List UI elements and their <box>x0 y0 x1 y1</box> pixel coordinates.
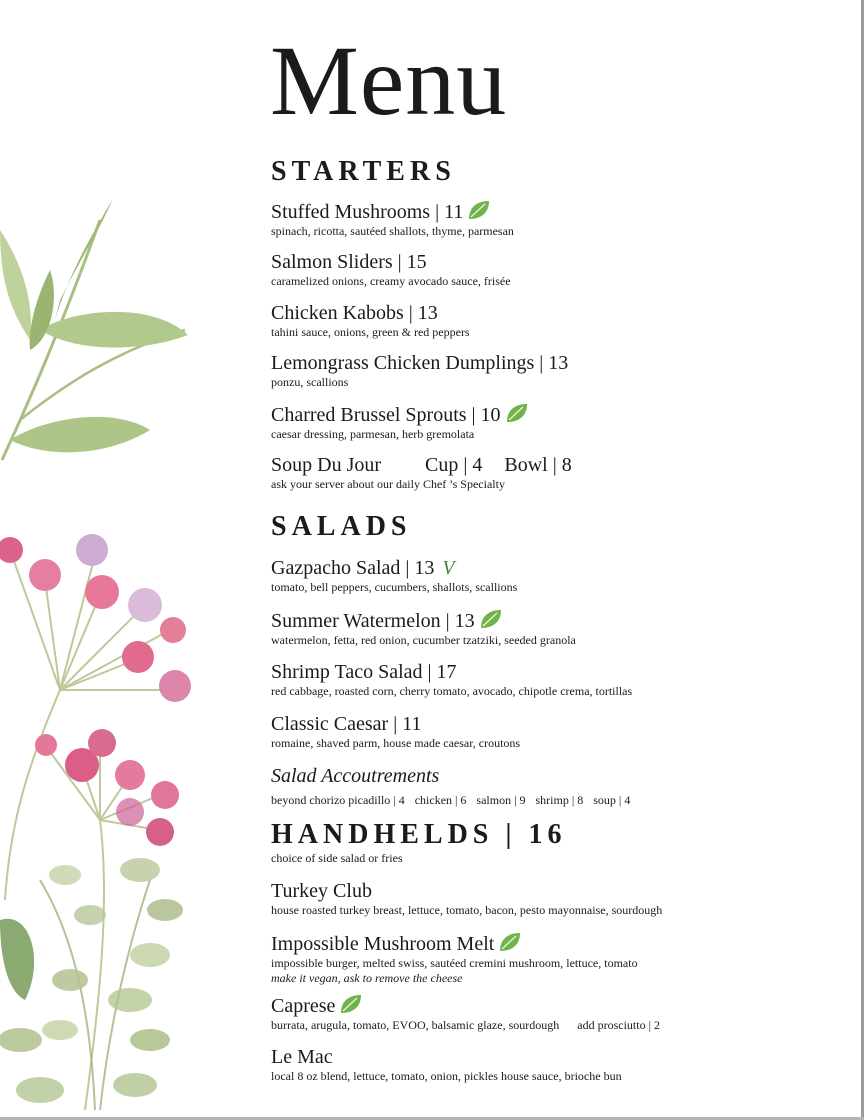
leaf-icon <box>505 402 529 424</box>
pink-flower-cluster <box>0 534 191 1110</box>
menu-item <box>271 301 851 340</box>
menu-item <box>271 712 851 751</box>
item-name: Summer Watermelon | 13 <box>271 610 475 632</box>
menu-item <box>271 1045 851 1084</box>
item-name: Soup Du Jour <box>271 454 382 476</box>
menu-item <box>271 993 851 1033</box>
item-name: Salmon Sliders | 15 <box>271 251 427 273</box>
accoutrement-option: chicken | 6 <box>414 793 467 807</box>
item-name: Impossible Mushroom Melt <box>271 933 495 955</box>
leaf-icon <box>479 608 503 630</box>
leaf-icon <box>339 993 363 1015</box>
menu-item <box>271 660 851 699</box>
item-description: ask your server about our daily Chef ’s Specialty <box>271 477 505 491</box>
item-description: caramelized onions, creamy avocado sauce, frisée <box>271 274 511 288</box>
accoutrements <box>271 764 851 808</box>
item-description: romaine, shaved parm, house made caesar, croutons <box>271 736 521 750</box>
item-description: impossible burger, melted swiss, sautéed cremini mushroom, lettuce, tomato <box>271 956 638 970</box>
menu-item <box>271 351 851 390</box>
item-name: Stuffed Mushrooms | 11 <box>271 201 464 223</box>
botanical-illustration <box>0 0 200 1120</box>
item-description: tahini sauce, onions, green & red peppers <box>271 325 470 339</box>
accoutrement-option: shrimp | 8 <box>535 793 584 807</box>
item-name: Shrimp Taco Salad | 17 <box>271 661 457 683</box>
accoutrement-option: beyond chorizo picadillo | 4 <box>271 793 405 807</box>
item-note: make it vegan, ask to remove the cheese <box>271 971 463 985</box>
soup-bowl-price: Bowl | 8 <box>504 454 572 476</box>
salads-heading: SALADS <box>271 511 412 542</box>
item-description: red cabbage, roasted corn, cherry tomato, avocado, chipotle crema, tortillas <box>271 684 633 698</box>
menu-item <box>271 556 851 595</box>
item-description: local 8 oz blend, lettuce, tomato, onion, pickles house sauce, brioche bun <box>271 1069 622 1083</box>
item-name: Lemongrass Chicken Dumplings | 13 <box>271 352 569 374</box>
item-name: Charred Brussel Sprouts | 10 <box>271 404 501 426</box>
green-foliage-bottom <box>0 858 183 1110</box>
leaf-icon <box>467 199 491 221</box>
item-name: Le Mac <box>271 1046 333 1068</box>
soup-cup-price: Cup | 4 <box>425 454 483 476</box>
item-name: Caprese <box>271 995 336 1017</box>
vegan-mark: V <box>442 557 455 579</box>
item-description: burrata, arugula, tomato, EVOO, balsamic glaze, sourdough <box>271 1018 560 1032</box>
menu-item <box>271 608 851 648</box>
item-name: Turkey Club <box>271 880 372 902</box>
accoutrements-title: Salad Accoutrements <box>271 765 440 787</box>
item-description: house roasted turkey breast, lettuce, tomato, bacon, pesto mayonnaise, sourdough <box>271 903 663 917</box>
page-title: Menu <box>270 25 508 136</box>
green-branch-top <box>0 200 188 460</box>
menu-item <box>271 402 851 442</box>
handhelds-subtitle: choice of side salad or fries <box>271 851 403 865</box>
menu-item <box>271 199 851 239</box>
item-description: caesar dressing, parmesan, herb gremolata <box>271 427 475 441</box>
item-name: Gazpacho Salad | 13 <box>271 557 435 579</box>
item-description: ponzu, scallions <box>271 375 349 389</box>
item-description: tomato, bell peppers, cucumbers, shallots, scallions <box>271 580 518 594</box>
leaf-icon <box>498 931 522 953</box>
menu-item <box>271 453 851 492</box>
item-description: watermelon, fetta, red onion, cucumber tzatziki, seeded granola <box>271 633 576 647</box>
accoutrement-option: soup | 4 <box>593 793 631 807</box>
item-name: Chicken Kabobs | 13 <box>271 302 438 324</box>
item-description: spinach, ricotta, sautéed shallots, thyme, parmesan <box>271 224 514 238</box>
menu-item <box>271 879 851 918</box>
menu-item <box>271 250 851 289</box>
menu-item <box>271 931 851 985</box>
accoutrement-option: salmon | 9 <box>476 793 526 807</box>
starters-heading: STARTERS <box>271 156 456 187</box>
item-addon: add prosciutto | 2 <box>577 1018 660 1032</box>
item-name: Classic Caesar | 11 <box>271 713 422 735</box>
handhelds-heading: HANDHELDS | 16 <box>271 819 567 850</box>
